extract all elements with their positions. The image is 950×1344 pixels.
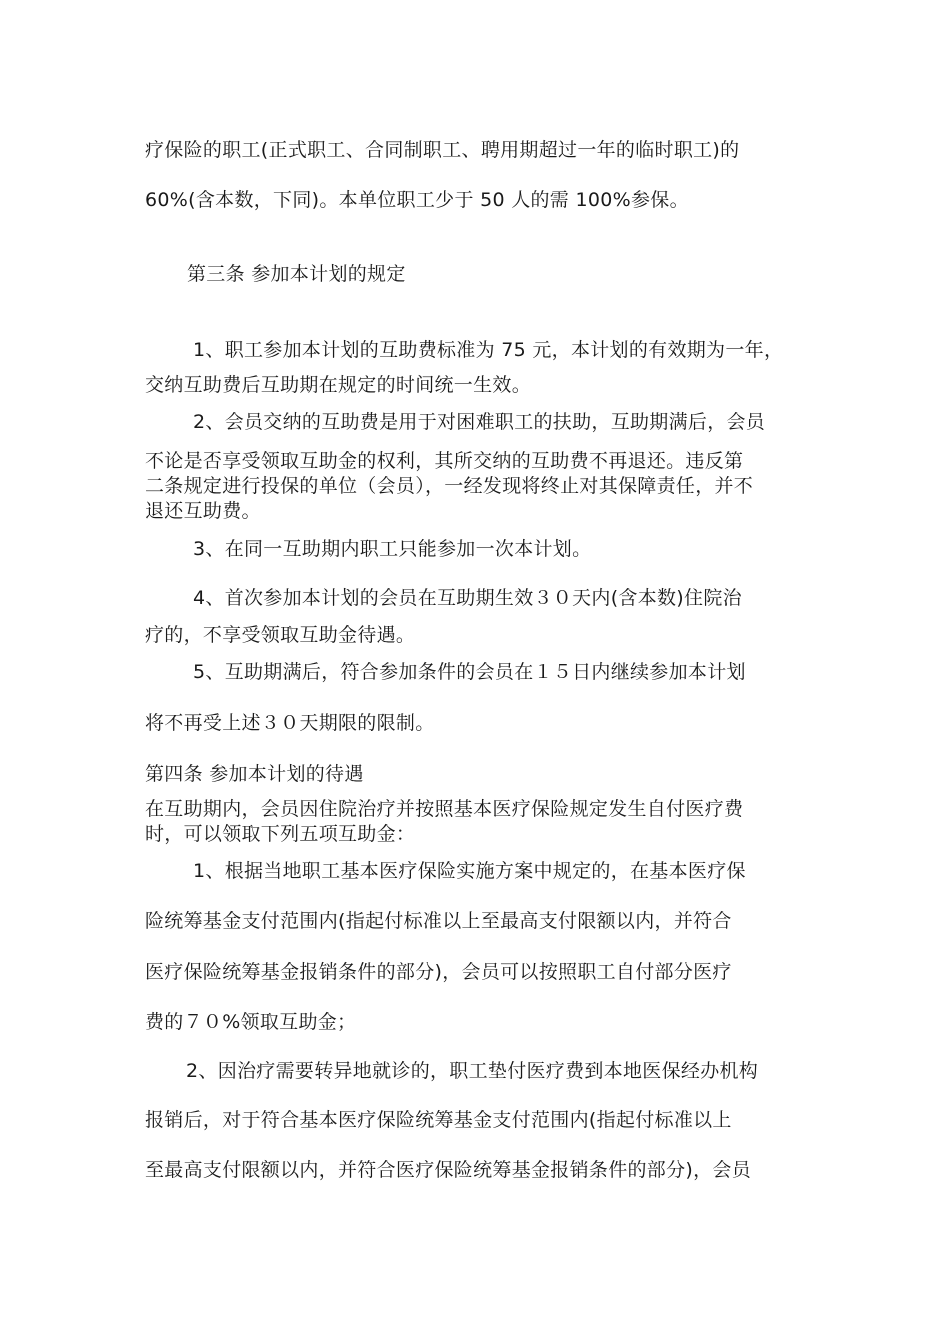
text-line: 2、因治疗需要转异地就诊的，职工垫付医疗费到本地医保经办机构	[186, 1060, 759, 1082]
text-line: 5、互助期满后，符合参加条件的会员在１５日内继续参加本计划	[193, 661, 746, 683]
text-line: 4、首次参加本计划的会员在互助期生效３０天内(含本数)住院治	[193, 587, 742, 609]
text-line: 交纳互助费后互助期在规定的时间统一生效。	[145, 374, 532, 396]
text-line: 时，可以领取下列五项互助金：	[145, 823, 416, 845]
text-line: 医疗保险统筹基金报销条件的部分)，会员可以按照职工自付部分医疗	[145, 961, 732, 983]
section-heading-article-3: 第三条 参加本计划的规定	[187, 263, 406, 285]
text-line: 不论是否享受领取互助金的权利，其所交纳的互助费不再退还。违反第	[145, 450, 744, 472]
text-line: 报销后，对于符合基本医疗保险统筹基金支付范围内(指起付标准以上	[145, 1109, 732, 1131]
text-line: 2、会员交纳的互助费是用于对困难职工的扶助，互助期满后，会员	[193, 411, 766, 433]
text-line: 在互助期内，会员因住院治疗并按照基本医疗保险规定发生自付医疗费	[145, 798, 744, 820]
text-line: 1、职工参加本计划的互助费标准为 75 元，本计划的有效期为一年，	[193, 339, 784, 361]
text-line: 1、根据当地职工基本医疗保险实施方案中规定的，在基本医疗保	[193, 860, 746, 882]
text-line: 疗的，不享受领取互助金待遇。	[145, 624, 416, 646]
text-line: 疗保险的职工(正式职工、合同制职工、聘用期超过一年的临时职工)的	[145, 139, 740, 161]
text-line: 至最高支付限额以内，并符合医疗保险统筹基金报销条件的部分)，会员	[145, 1159, 752, 1181]
section-heading-article-4: 第四条 参加本计划的待遇	[145, 763, 364, 785]
text-line: 60%(含本数，下同)。本单位职工少于 50 人的需 100%参保。	[145, 189, 689, 211]
text-line: 险统筹基金支付范围内(指起付标准以上至最高支付限额以内，并符合	[145, 910, 732, 932]
text-line: 3、在同一互助期内职工只能参加一次本计划。	[193, 538, 592, 560]
text-line: 费的７０%领取互助金；	[145, 1011, 357, 1033]
text-line: 退还互助费。	[145, 500, 261, 522]
text-line: 将不再受上述３０天期限的限制。	[145, 712, 435, 734]
text-line: 二条规定进行投保的单位（会员），一经发现将终止对其保障责任，并不	[145, 475, 754, 497]
